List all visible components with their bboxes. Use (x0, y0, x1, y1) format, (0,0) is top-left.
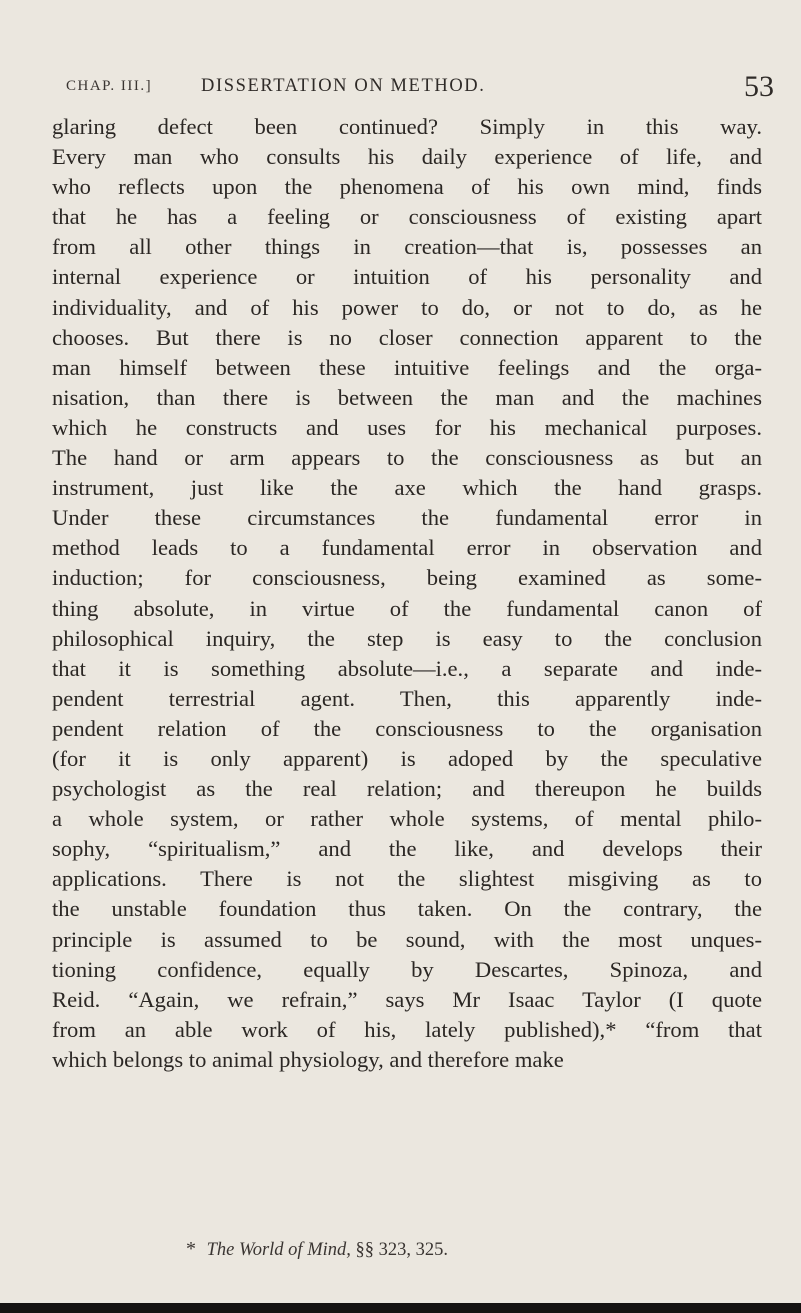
text-line: sophy, “spiritualism,” and the like, and develops their (52, 836, 762, 862)
text-line: glaring defect been continued? Simply in this way. (52, 114, 762, 139)
text-line: The hand or arm appears to the consciousness as but an (52, 445, 762, 471)
text-line: psychologist as the real relation; and thereupon he builds (52, 776, 762, 802)
text-line: that he has a feeling or consciousness of existing apart (52, 204, 762, 230)
text-line: that it is something absolute—i.e., a separate and inde- (52, 655, 762, 681)
footnote-reference: §§ 323, 325. (355, 1240, 448, 1260)
text-line: chooses. But there is no closer connection apparent to the (52, 324, 762, 350)
text-line: method leads to a fundamental error in observation and (52, 535, 762, 561)
text-line: which belongs to animal physiology, and therefore make (52, 1046, 564, 1072)
running-title: DISSERTATION ON METHOD. (201, 76, 486, 96)
text-line: man himself between these intuitive feelings and the orga- (52, 354, 762, 380)
footnote-source-title: The World of Mind, (206, 1240, 351, 1260)
text-line: internal experience or intuition of his personality and (52, 264, 762, 290)
scan-edge-shadow (0, 1303, 801, 1313)
text-line: principle is assumed to be sound, with the most unques- (52, 926, 762, 952)
text-line: individuality, and of his power to do, or not to do, as he (52, 294, 762, 320)
text-line: which he constructs and uses for his mechanical purposes. (52, 414, 762, 440)
text-line: thing absolute, in virtue of the fundamental canon of (52, 595, 762, 621)
text-line: applications. There is not the slightest misgiving as to (52, 866, 762, 892)
page-number: 53 (744, 70, 774, 103)
text-line: a whole system, or rather whole systems, of mental philo- (52, 806, 762, 832)
text-line: Under these circumstances the fundamental error in (52, 505, 762, 531)
text-line: Every man who consults his daily experience of life, and (52, 144, 762, 170)
text-line: (for it is only apparent) is adoped by the speculative (52, 745, 762, 771)
text-line: tioning confidence, equally by Descartes, Spinoza, and (52, 956, 762, 982)
text-line: Reid. “Again, we refrain,” says Mr Isaac Taylor (I quote (52, 986, 762, 1012)
text-line: nisation, than there is between the man and the machines (52, 384, 762, 410)
chapter-label: CHAP. III.] (66, 78, 153, 94)
text-line: instrument, just like the axe which the hand grasps. (52, 475, 762, 501)
text-line: from all other things in creation—that is, possesses an (52, 234, 762, 260)
text-line: the unstable foundation thus taken. On the contrary, the (52, 896, 762, 922)
text-line: pendent terrestrial agent. Then, this apparently inde- (52, 685, 762, 711)
footnote (186, 1238, 666, 1261)
text-line: philosophical inquiry, the step is easy to the conclusion (52, 625, 762, 651)
text-line: induction; for consciousness, being examined as some- (52, 565, 762, 591)
footnote-mark: * (186, 1238, 196, 1260)
running-head (66, 72, 774, 106)
text-line: from an able work of his, lately published),* “from that (52, 1016, 762, 1042)
text-line: who reflects upon the phenomena of his own mind, finds (52, 174, 762, 200)
body-text (52, 112, 762, 1075)
text-line: pendent relation of the consciousness to the organisation (52, 715, 762, 741)
